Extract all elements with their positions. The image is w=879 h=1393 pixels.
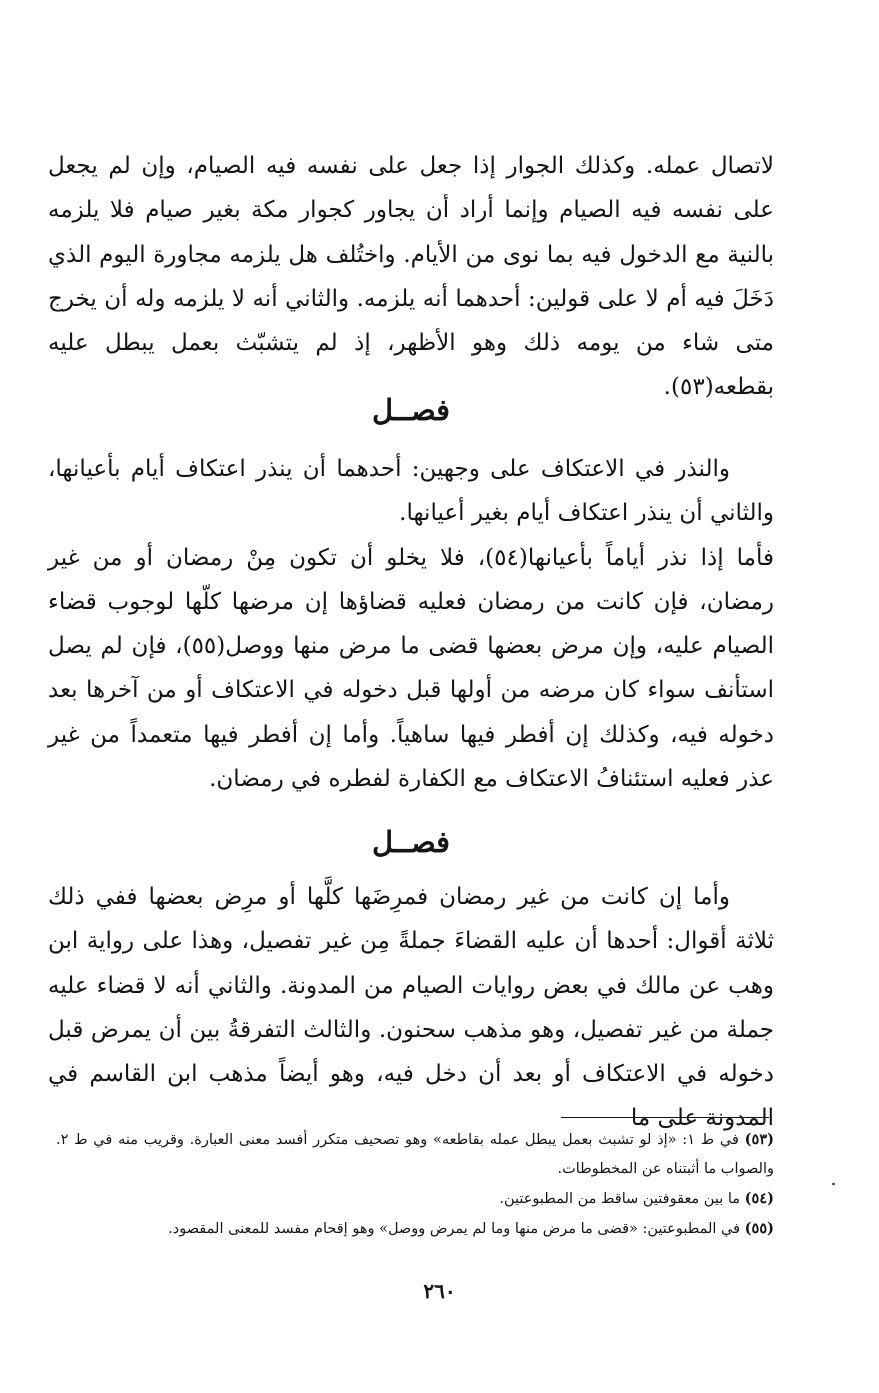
section-heading-2: فصــل — [372, 825, 450, 859]
scan-speck — [832, 1183, 835, 1185]
body-text-block-1 — [48, 144, 774, 410]
paragraph-2: والنذر في الاعتكاف على وجهين: أحدهما أن ينذر اعتكاف أيام بأعيانها، والثاني أن ينذر اعتكاف أيام بغير أعيانها. — [48, 456, 774, 527]
footnote-54 — [56, 1184, 774, 1214]
paragraph-3: فأما إذا نذر أياماً بأعيانها(٥٤)، فلا يخلو أن تكون مِنْ رمضان أو من غير رمضان، فإن كانت من رمضان فعليه قضاؤها إن مرضها كلّها لوجوب قضاء الصيام عليه، وإن مرض بعضها قضى ما مرض منها ووصل(٥٥)، فإن لم يصل استأنف سواء كان مرضه من أولها قبل دخوله في الاعتكاف أو من آخرها بعد دخوله فيه، وكذلك إن أفطر فيها ساهياً. وأما إن أفطر فيها متعمداً من غير عذر فعليه استئنافُ الاعتكاف مع الكفارة لفطره في رمضان. — [48, 544, 774, 793]
footnote-separator — [561, 1117, 769, 1118]
footnote-text: في ط ١: «إذ لو تشبث بعمل يبطل عمله بقاطعه» وهو تصحيف متكرر أفسد معنى العبارة. وقريب منه في ط ٢. والصواب ما أثبتناه عن المخطوطات. — [56, 1132, 774, 1177]
footnote-number: (٥٤) — [744, 1190, 774, 1207]
body-text-block-2 — [48, 447, 774, 801]
section-heading-1: فصــل — [372, 393, 450, 427]
footnote-53 — [56, 1125, 774, 1184]
paragraph-4: وأما إن كانت من غير رمضان فمرِضَها كلَّها أو مرِض بعضها ففي ذلك ثلاثة أقوال: أحدها أن عليه القضاءَ جملةً مِن غير تفصيل، وهذا على رواية ابن وهب عن مالك في بعض روايات الصيام من المدونة. والثاني أنه لا قضاء عليه جملة من غير تفصيل، وهو مذهب سحنون. والثالث التفرقةُ بين أن يمرض قبل دخوله في الاعتكاف أو بعد أن دخل فيه، وهو أيضاً مذهب ابن القاسم في المدونة على ما — [48, 884, 775, 1132]
page-number: ٢٦٠ — [423, 1279, 456, 1303]
footnote-number: (٥٣) — [744, 1131, 774, 1148]
footnote-text: في المطبوعتين: «قضى ما مرض منها وما لم يمرض ووصل» وهو إقحام مفسد للمعنى المقصود. — [168, 1221, 741, 1237]
footnote-55 — [56, 1214, 774, 1244]
footnote-text: ما بين معقوفتين ساقط من المطبوعتين. — [499, 1191, 741, 1207]
body-text-block-3 — [48, 875, 774, 1141]
footnote-number: (٥٥) — [744, 1220, 774, 1237]
footnotes — [56, 1125, 774, 1244]
paragraph-1: لاتصال عمله. وكذلك الجوار إذا جعل على نفسه فيه الصيام، وإن لم يجعل على نفسه فيه الصيام وإنما أراد أن يجاور كجوار مكة بغير صيام فلا يلزمه بالنية مع الدخول فيه بما نوى من الأيام. واختُلف هل يلزمه مجاورة اليوم الذي دَخَلَ فيه أم لا على قولين: أحدهما أنه يلزمه. والثاني أنه لا يلزمه وله أن يخرج متى شاء من يومه ذلك وهو الأظهر، إذ لم يتشبّث بعمل يبطل عليه بقطعه(٥٣). — [48, 153, 774, 401]
